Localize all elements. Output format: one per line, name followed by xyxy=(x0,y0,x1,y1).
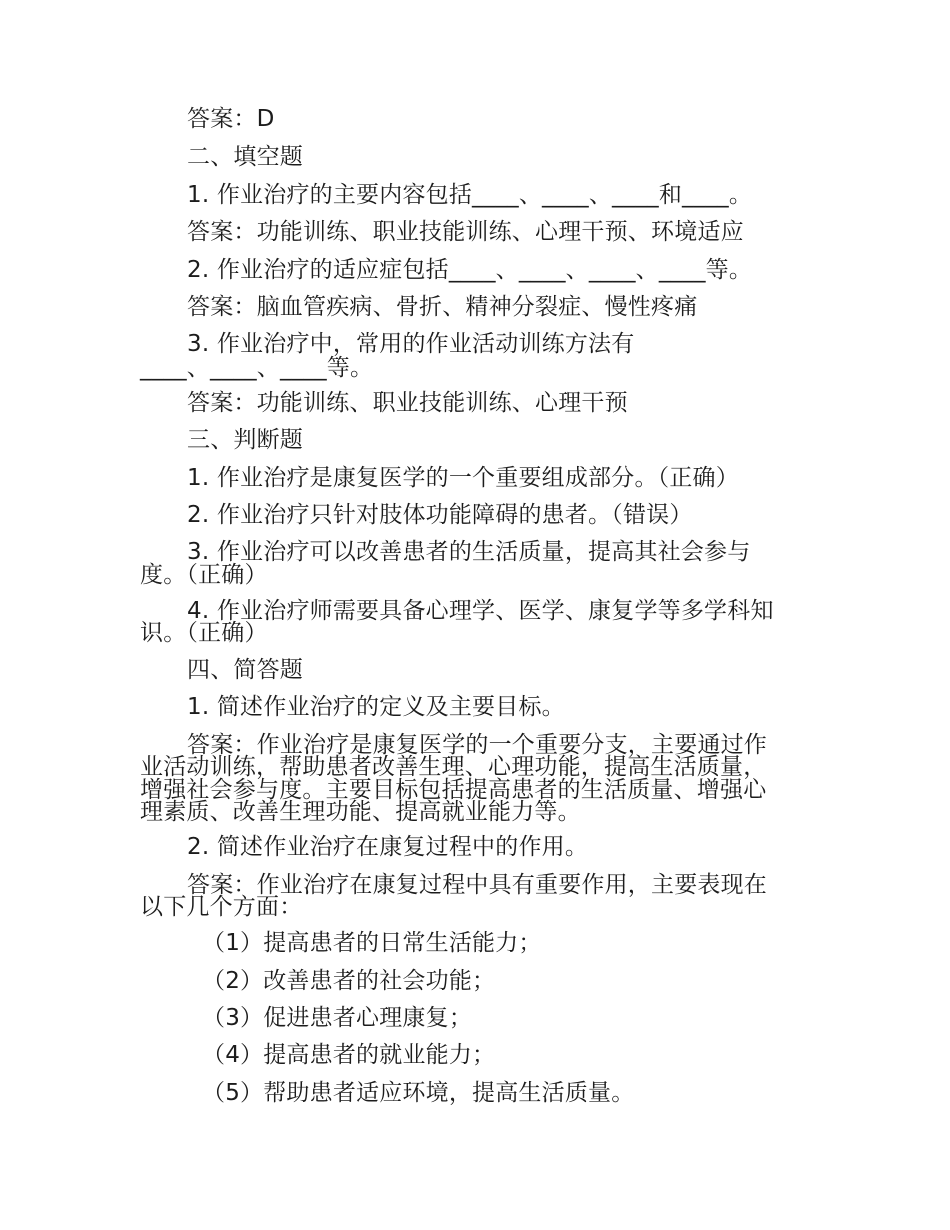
question-line: 1. 作业治疗是康复医学的一个重要组成部分。（正确） xyxy=(187,465,739,491)
question-line: 2. 简述作业治疗在康复过程中的作用。 xyxy=(187,834,589,860)
list-item: （3）促进患者心理康复； xyxy=(202,1005,473,1031)
answer-line: 答案：D xyxy=(187,106,275,132)
question-line: 2. 作业治疗的适应症包括____、____、____、____等。 xyxy=(187,257,753,283)
answer-line-continued: 理素质、改善生理功能、提高就业能力等。 xyxy=(140,799,581,825)
question-line: 1. 简述作业治疗的定义及主要目标。 xyxy=(187,694,565,720)
list-item: （2）改善患者的社会功能； xyxy=(202,968,496,994)
question-line: 3. 作业治疗可以改善患者的生活质量，提高其社会参与 xyxy=(187,539,751,565)
answer-line: 答案：脑血管疾病、骨折、精神分裂症、慢性疼痛 xyxy=(187,294,698,320)
question-line-continued: ____、____、____等。 xyxy=(140,355,374,381)
question-line: 2. 作业治疗只针对肢体功能障碍的患者。（错误） xyxy=(187,502,693,528)
question-line: 3. 作业治疗中，常用的作业活动训练方法有 xyxy=(187,331,635,357)
section-heading-true-false: 三、判断题 xyxy=(187,427,303,453)
section-heading-short-answer: 四、简答题 xyxy=(187,657,303,683)
list-item: （4）提高患者的就业能力； xyxy=(202,1042,496,1068)
answer-line: 答案：作业治疗是康复医学的一个重要分支，主要通过作 xyxy=(187,732,767,758)
answer-line-continued: 以下几个方面： xyxy=(140,894,303,920)
answer-line: 答案：功能训练、职业技能训练、心理干预、环境适应 xyxy=(187,219,744,245)
answer-line-continued: 增强社会参与度。主要目标包括提高患者的生活质量、增强心 xyxy=(140,777,767,803)
list-item: （1）提高患者的日常生活能力； xyxy=(202,930,542,956)
section-heading-fill-in: 二、填空题 xyxy=(187,144,303,170)
answer-line: 答案：功能训练、职业技能训练、心理干预 xyxy=(187,390,628,416)
answer-line: 答案：作业治疗在康复过程中具有重要作用，主要表现在 xyxy=(187,872,767,898)
question-line: 1. 作业治疗的主要内容包括____、____、____和____。 xyxy=(187,182,753,208)
question-line-continued: 识。（正确） xyxy=(140,620,268,646)
question-line-continued: 度。（正确） xyxy=(140,562,268,588)
question-line: 4. 作业治疗师需要具备心理学、医学、康复学等多学科知 xyxy=(187,598,774,624)
answer-line-continued: 业活动训练，帮助患者改善生理、心理功能，提高生活质量， xyxy=(140,754,767,780)
list-item: （5）帮助患者适应环境，提高生活质量。 xyxy=(202,1080,635,1106)
